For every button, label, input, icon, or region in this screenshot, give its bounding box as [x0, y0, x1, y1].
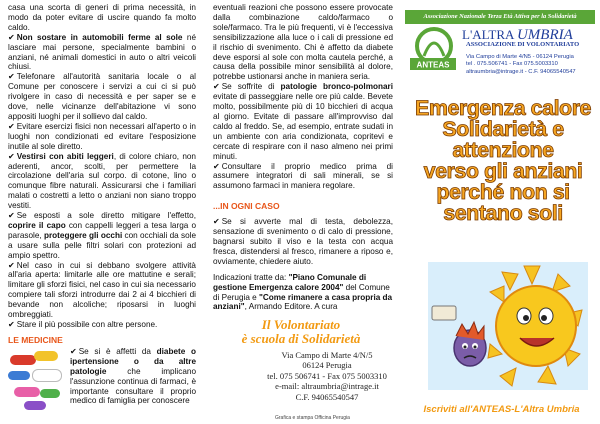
join-call-to-action: Iscriviti all'ANTEAS-L'Altra Umbria — [423, 404, 580, 415]
paragraph: ✔ Se si è affetti da diabete o ipertensione o da altre patologie che implicano l'assunzione continua di farmaci, è importante consultare il proprio medico di famiglia per conoscere — [70, 346, 196, 406]
check-tick-icon: ✔ — [8, 151, 15, 161]
anteas-logo — [408, 26, 458, 72]
paragraph: ✔ Se si avverte mal di testa, debolezza, sensazione di svenimento o di calo di pressione, bagnarsi subito il viso e la testa con acqua fresca, distendersi al fresco, rimanere a riposo e, ovviamente, chiedere aiuto. — [213, 217, 393, 266]
check-tick-icon: ✔ — [8, 121, 15, 131]
paragraph: ✔ Consultare il proprio medico prima di assumere integratori di sali minerali, se si assumono farmaci in maniera regolare. — [213, 161, 393, 191]
check-tick-icon: ✔ — [70, 346, 77, 356]
association-banner: Associazione Nazionale Terza Età Attiva per la Solidarietà — [405, 10, 595, 24]
check-tick-icon: ✔ — [213, 217, 220, 227]
svg-text:ANTEAS: ANTEAS — [416, 60, 450, 70]
paragraph: ✔ Se soffrite di patologie bronco-polmonari evitate di passeggiare nelle ore più calde. Bevete molto, possibilmente più di 10 bicchieri di acqua al giorno. Evitate di passare all'improvviso dal caldo al freddo. Se, ad esempio, entrate sudati in un ambiente con aria condizionata, copritevi e cercate di respirare con il naso almeno nei primi minuti. — [213, 82, 393, 161]
check-tick-icon: ✔ — [8, 320, 15, 329]
sun-cartoon-image — [428, 262, 588, 390]
paragraph: eventuali reazioni che possono essere provocate dalla combinazione caldo/farmaco o sole/farmaco. Tra le più frequenti, vi è l'eccessiva sensibilizzazione alla luce o i cali di pressione ed il rischio di svenimento. Chi è affetto da diabete deve esporsi al sole con molta cautela perché, a causa della possibile minor sensibilità al dolore, potrebbe ustionarsi anche in maniera seria. — [213, 3, 393, 82]
paragraph: ✔ Evitare esercizi fisici non necessari all'aperto o in luoghi non condizionati ed evitare l'esposizione inutile al sole diretto. — [8, 121, 196, 151]
slogan-line: Il Volontariato — [261, 317, 341, 333]
check-tick-icon: ✔ — [8, 72, 15, 82]
check-tick-icon: ✔ — [213, 82, 220, 92]
contact-address: Via Campo di Marte 4/N/5 — [281, 350, 373, 360]
paragraph: ✔ Nel caso in cui si debbano svolgere attività all'aria aperta: limitarle alle ore mattutine e serali; limitare gli sforzi fisici, nel caso in cui sia necessario compiere tali sforzi introdurre dai 2 ai 4 bicchieri di bevande non alcoliche; riposarsi in luoghi ombreggiati. — [8, 260, 196, 320]
pills-image — [6, 349, 66, 413]
brand-name: L'ALTRA UMBRIA — [462, 27, 573, 43]
paragraph: ✔ Vestirsi con abiti leggeri, di colore chiaro, non aderenti, ancor, scolti, per permettere la circolazione dell'aria sul corpo. di cotone, lino o comunque fibre naturali. Assicurarsi che i familiari malati o costretti a letto o anziani non siano troppo vestiti. — [8, 151, 196, 211]
contact-city: 06124 Perugia — [302, 360, 352, 371]
check-tick-icon: ✔ — [8, 211, 15, 221]
contact-email: e-mail: altraumbria@intrage.it — [275, 381, 379, 392]
contact-fiscal-code: C.F. 94065540547 — [295, 391, 359, 402]
section-heading-medicine: LE MEDICINE — [8, 334, 63, 345]
paragraph: ✔ Stare il più possibile con altre persone. — [8, 320, 158, 329]
paragraph: ✔ Telefonare all'autorità sanitaria locale o al Comune per conoscere i servizi a cui ci si può rivolgere in caso di necessità e per saper se e dove, nelle vicinanze dell'abitazione vi sono appositi luoghi per il sollievo dal caldo. — [8, 72, 196, 121]
paragraph-sources: Indicazioni tratte da: "Piano Comunale di gestione Emergenza calore 2004" del Comune di Perugia e "Come rimanere a casa propria da anziani", Armando Editore. A cura — [213, 272, 393, 312]
section-heading-in-ogni-caso: ...IN OGNI CASO — [213, 201, 280, 212]
column-middle — [205, 0, 397, 424]
check-tick-icon: ✔ — [8, 32, 15, 42]
check-tick-icon: ✔ — [8, 260, 15, 270]
paragraph: ✔ Se esposti a sole diretto mitigare l'effetto, coprire il capo con cappelli leggeri a tesa larga o parasole, proteggere gli occhi con occhiali da sole a usare sulla pelle filtri solari con protezioni ad ampio spettro. — [8, 211, 196, 260]
paragraph: casa una scorta di generi di prima necessità, in modo da poter evitare di uscire quando fa molto caldo. — [8, 3, 196, 32]
volunteer-slogan — [205, 318, 397, 346]
check-tick-icon: ✔ — [213, 161, 220, 171]
headline-title: Emergenza calore Solidarietà e attenzione verso gli anziani perché non si sentano soli — [414, 96, 592, 225]
association-contact: Via Campo di Marte 4/N5 - 06124 Perugia tel . 075.506741 - Fax 075.5003310 altraumbria@intrage.it - C.F. 94065540547 — [466, 54, 576, 75]
association-type: ASSOCIAZIONE DI VOLONTARIATO — [466, 41, 580, 48]
slogan-line: è scuola di Solidarietà — [241, 331, 361, 347]
contact-block — [257, 350, 397, 402]
column-left — [0, 0, 200, 424]
paragraph: ✔ Non sostare in automobili ferme al sole né lasciare mai persone, specialmente bambini o anziani, né animali domestici in auto o altri veicoli chiusi. — [8, 32, 196, 72]
print-credit: Grafica e stampa Officina Perugia — [275, 415, 350, 421]
contact-phone: tel. 075 506741 - Fax 075 5003310 — [267, 370, 387, 381]
